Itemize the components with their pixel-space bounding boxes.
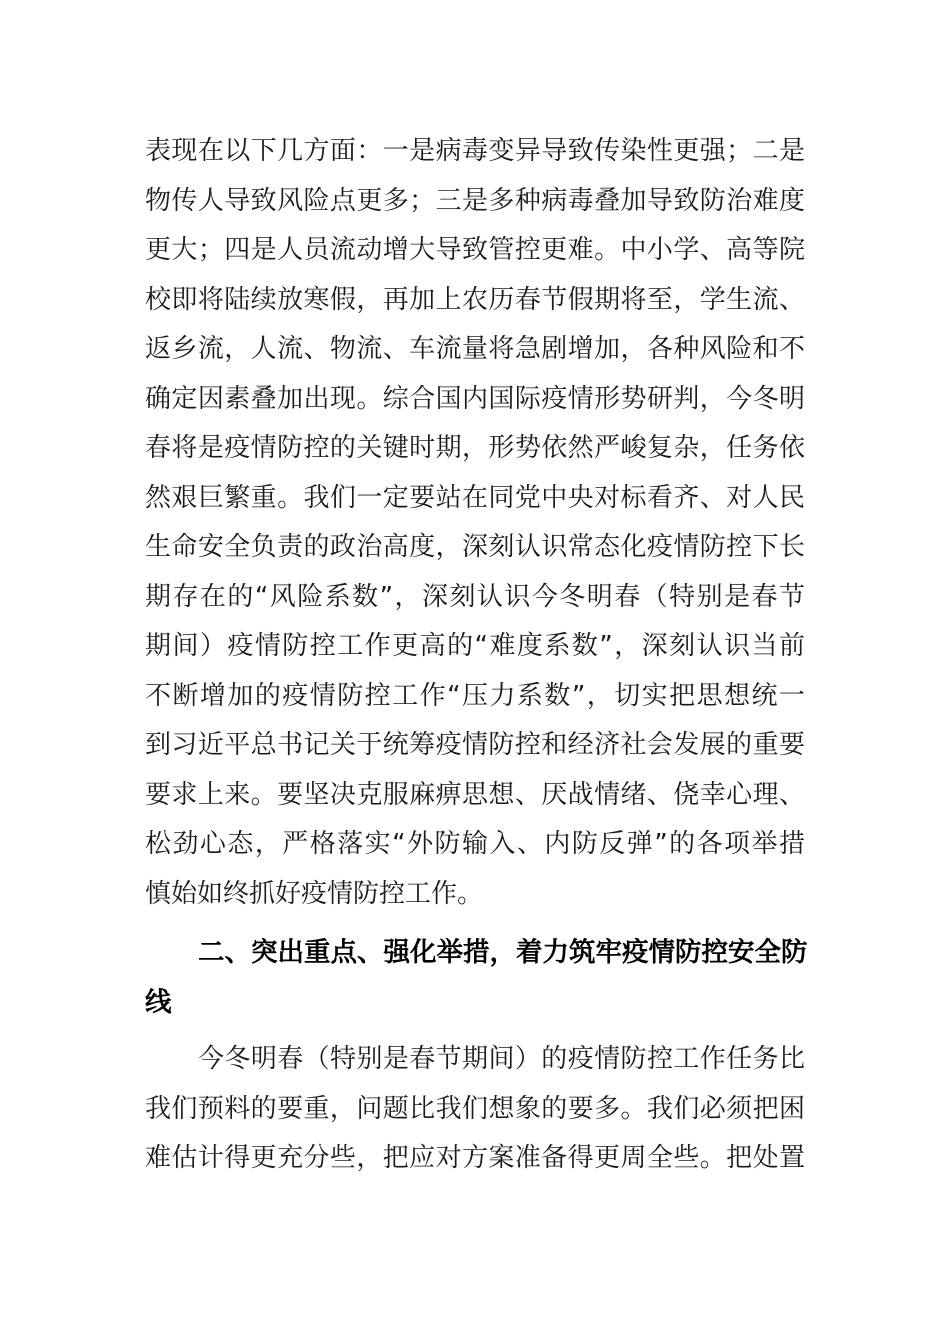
text-line: 我们预料的要重，问题比我们想象的要多。我们必须把困 [145,1093,805,1124]
text-line: 然艰巨繁重。我们一定要站在同党中央对标看齐、对人民 [145,482,805,513]
text-line: 物传人导致风险点更多；三是多种病毒叠加导致防治难度 [145,185,805,216]
text-line: 更大；四是人员流动增大导致管控更难。中小学、高等院 [145,235,805,265]
text-line: 期间）疫情防控工作更高的“难度系数”，深刻认识当前 [145,631,805,661]
text-line: 到习近平总书记关于统筹疫情防控和经济社会发展的重要 [145,730,805,760]
paragraph-2 [145,1035,805,1184]
text-line: 确定因素叠加出现。综合国内国际疫情形势研判，今冬明 [145,383,805,414]
text-line: 表现在以下几方面：一是病毒变异导致传染性更强；二是 [145,136,805,166]
text-line: 校即将陆续放寒假，再加上农历春节假期将至，学生流、 [145,284,805,315]
text-line: 松劲心态，严格落实“外防输入、内防反弹”的各项举措 [145,829,805,859]
text-line: 慎始如终抓好疫情防控工作。 [145,878,484,909]
document-body [145,127,808,1184]
text-line: 要求上来。要坚决克服麻痹思想、厌战情绪、侥幸心理、 [145,779,805,810]
text-line: 生命安全负责的政治高度，深刻认识常态化疫情防控下长 [145,532,805,562]
text-line: 春将是疫情防控的关键时期，形势依然严峻复杂，任务依 [145,433,805,463]
text-line: 期存在的“风险系数”，深刻认识今冬明春（特别是春节 [145,581,805,612]
section-heading [145,928,808,1027]
text-line: 返乡流，人流、物流、车流量将急剧增加，各种风险和不 [145,334,805,364]
heading-line: 线 [145,986,172,1018]
text-line: 不断增加的疫情防控工作“压力系数”，切实把思想统一 [145,680,805,711]
heading-line: 二、突出重点、强化举措，着力筑牢疫情防控安全防 [198,937,808,968]
paragraph-1 [145,127,805,919]
text-line: 今冬明春（特别是春节期间）的疫情防控工作任务比 [198,1044,805,1074]
text-line: 难估计得更充分些，把应对方案准备得更周全些。把处置 [145,1143,805,1173]
